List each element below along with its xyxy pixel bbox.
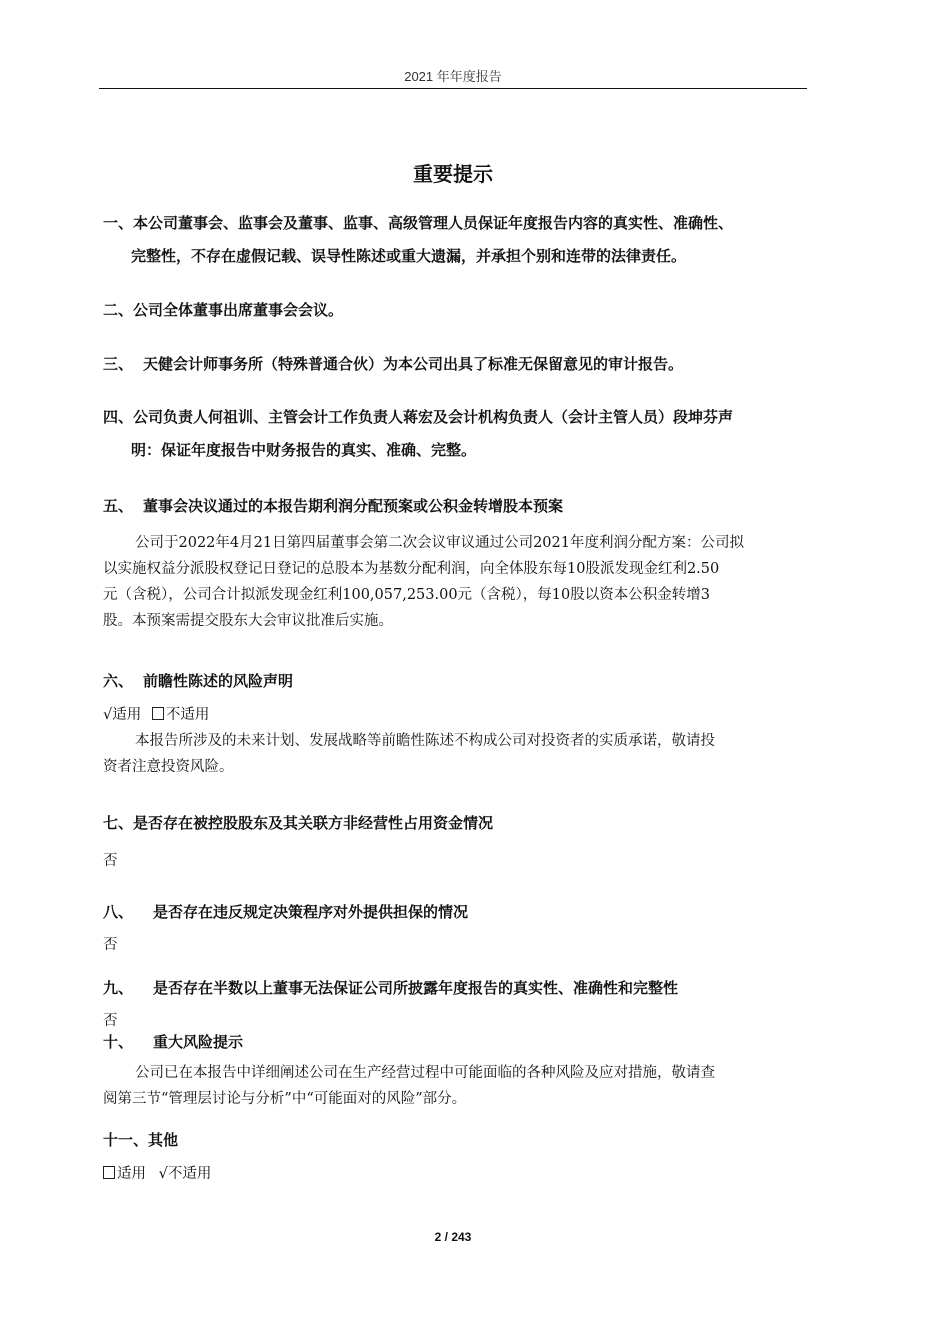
item-10-num: 十、 <box>103 1033 134 1051</box>
item-1-cont: 完整性，不存在虚假记载、误导性陈述或重大遗漏，并承担个别和连带的法律责任。 <box>131 247 687 265</box>
item-7-num: 七、 <box>103 814 134 832</box>
item-5-num: 五、 <box>103 497 134 515</box>
item-5 <box>103 495 811 516</box>
sec5-line: 以实施权益分派股权登记日登记的总股本为基数分配利润，向全体股东每10股派发现金红利2.50 <box>103 561 720 577</box>
item-4 <box>103 406 811 460</box>
item-2-num: 二、 <box>103 301 134 319</box>
item-2 <box>103 299 811 320</box>
sec6-not-applicable: 不适用 <box>165 707 210 723</box>
item-10-text: 重大风险提示 <box>153 1033 244 1051</box>
item-5-text: 董事会决议通过的本报告期利润分配预案或公积金转增股本预案 <box>143 497 564 515</box>
item-9-num: 九、 <box>103 979 134 997</box>
item-11-text: 其他 <box>148 1131 179 1149</box>
sec5-line: 公司于2022年4月21日第四届董事会第二次会议审议通过公司2021年度利润分配方案：公司拟 <box>135 535 744 551</box>
item-8-text: 是否存在违反规定决策程序对外提供担保的情况 <box>153 903 469 921</box>
item-11-num: 十一、 <box>103 1131 149 1149</box>
item-7 <box>103 812 811 833</box>
item-3 <box>103 353 811 374</box>
sec6-line: 资者注意投资风险。 <box>103 759 234 775</box>
item-9 <box>103 977 811 998</box>
sec6-line: 本报告所涉及的未来计划、发展战略等前瞻性陈述不构成公司对投资者的实质承诺，敬请投 <box>135 733 715 749</box>
item-6-text: 前瞻性陈述的风险声明 <box>143 672 294 690</box>
header-rule <box>99 88 807 89</box>
sec5-line: 股。本预案需提交股东大会审议批准后实施。 <box>103 613 393 629</box>
sec5-paragraph <box>103 530 811 634</box>
item-8 <box>103 901 811 922</box>
sec10-line: 公司已在本报告中详细阐述公司在生产经营过程中可能面临的各种风险及应对措施，敬请查 <box>135 1065 715 1081</box>
item-3-text: 天健会计师事务所（特殊普通合伙）为本公司出具了标准无保留意见的审计报告。 <box>143 355 684 373</box>
sec11-applicability <box>103 1162 211 1183</box>
item-1 <box>103 212 811 266</box>
item-6 <box>103 670 811 691</box>
item-4-text: 公司负责人何祖训、主管会计工作负责人蒋宏及会计机构负责人（会计主管人员）段坤芬声 <box>133 408 734 426</box>
checkbox-empty-icon <box>103 1166 115 1179</box>
sec5-line: 元（含税），公司合计拟派发现金红利100,057,253.00元（含税），每10股以资本公积金转增3 <box>103 587 710 603</box>
item-1-text: 本公司董事会、监事会及董事、监事、高级管理人员保证年度报告内容的真实性、准确性、 <box>133 214 734 232</box>
item-10 <box>103 1031 811 1052</box>
item-4-cont: 明：保证年度报告中财务报告的真实、准确、完整。 <box>131 441 477 459</box>
item-4-num: 四、 <box>103 408 134 426</box>
sec11-applicable: 适用 <box>117 1166 146 1182</box>
sec6-applicability <box>103 703 209 724</box>
item-8-num: 八、 <box>103 903 134 921</box>
page-title: 重要提示 <box>413 162 493 186</box>
sec6-applicable: √适用 <box>103 707 142 723</box>
item-9-text: 是否存在半数以上董事无法保证公司所披露年度报告的真实性、准确性和完整性 <box>153 979 679 997</box>
item-7-text: 是否存在被控股股东及其关联方非经营性占用资金情况 <box>133 814 494 832</box>
item-3-num: 三、 <box>103 355 134 373</box>
sec11-not-applicable: √不适用 <box>158 1166 212 1182</box>
sec6-paragraph <box>103 728 811 780</box>
running-header: 2021 年年度报告 <box>404 69 502 84</box>
checkbox-empty-icon <box>152 707 164 720</box>
item-11 <box>103 1129 811 1150</box>
sec9-answer: 否 <box>103 1013 118 1029</box>
item-6-num: 六、 <box>103 672 134 690</box>
sec10-paragraph <box>103 1060 811 1112</box>
item-1-num: 一、 <box>103 214 134 232</box>
page-number: 2 / 243 <box>434 1230 472 1244</box>
sec8-answer: 否 <box>103 937 118 953</box>
sec7-answer: 否 <box>103 853 118 869</box>
sec10-line: 阅第三节“管理层讨论与分析”中“可能面对的风险”部分。 <box>103 1091 467 1107</box>
item-2-text: 公司全体董事出席董事会会议。 <box>133 301 344 319</box>
